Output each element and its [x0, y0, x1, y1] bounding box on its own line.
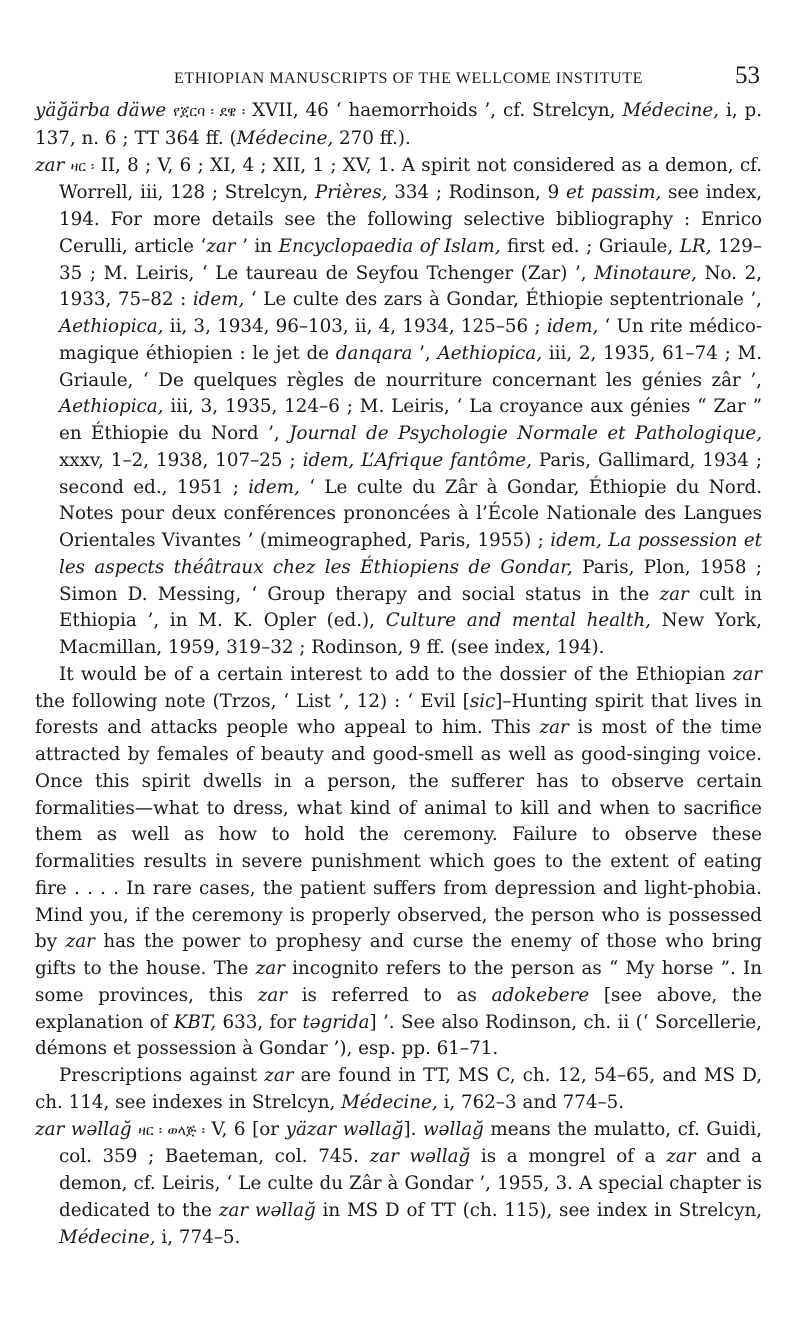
running-title: ETHIOPIAN MANUSCRIPTS OF THE WELLCOME INSTITUTE [174, 70, 643, 87]
ethiopic-script: ዛር ፡ [70, 158, 95, 175]
running-header [42, 62, 760, 90]
entry-zar-wallag: zar wəllağ ዛር ፡ ወላጅ ፡ V, 6 [or yäzar wəllağ]. wəllağ means the mulatto, cf. Guidi, col. 359 ; Baeteman, col. 745. zar wəllağ is a mongrel of a zar and a demon, cf. Leiris, ‘ Le culte du Zâr à Gondar ’, 1955, 3. A special chapter is dedicated to the zar wəllağ in MS D of TT (ch. 115), see index in Strelcyn, Médecine, i, 774–5. [35, 1118, 763, 1248]
entry-term: zar wəllağ [35, 1118, 132, 1140]
body-text [35, 98, 762, 1251]
ethiopic-script: የጀርባ ፡ ደዌ ፡ [173, 104, 246, 120]
entry-zar: zar ዛር ፡ II, 8 ; V, 6 ; XI, 4 ; XII, 1 ; XV, 1. A spirit not considered as a demon, cf. Worrell, iii, 128 ; Strelcyn, Prières, 334 ; Rodinson, 9 et passim, see index, 194. For more details see the following selective bibliography : Enrico Cerulli, article ‘zar ’ in Encyclopaedia of Islam, first ed. ; Griaule, LR, 129–35 ; M. Leiris, ‘ Le taureau de Seyfou Tchenger (Zar) ’, Minotaure, No. 2, 1933, 75–82 : idem, ‘ Le culte des zars à Gondar, Éthiopie septentrionale ’, Aethiopica, ii, 3, 1934, 96–103, ii, 4, 1934, 125–56 ; idem, ‘ Un rite médico-magique éthiopien : le jet de danqara ’, Aethiopica, iii, 2, 1935, 61–74 ; M. Griaule, ‘ De quelques règles de nourriture concernant les génies zâr ’, Aethiopica, iii, 3, 1935, 124–6 ; M. Leiris, ‘ La croyance aux génies “ Zar ” en Éthiopie du Nord ’, Journal de Psychologie Normale et Pathologique, xxxv, 1–2, 1938, 107–25 ; idem, L’Afrique fantôme, Paris, Gallimard, 1934 ; second ed., 1951 ; idem, ‘ Le culte du Zâr à Gondar, Éthiopie du Nord. Notes pour deux conférences prononcées à l’École Nationale des Langues Orientales Vivantes ’ (mimeographed, Paris, 1955) ; idem, La possession et les aspects théâtraux chez les Éthiopiens de Gondar, Paris, Plon, 1958 ; Simon D. Messing, ‘ Group therapy and social status in the zar cult in Ethiopia ’, in M. K. Opler (ed.), Culture and mental health, New York, Macmillan, 1959, 319–32 ; Rodinson, 9 ff. (see index, 194). [35, 154, 763, 658]
paragraph-prescriptions: Prescriptions against zar are found in TT, MS C, ch. 12, 54–65, and MS D, ch. 114, see indexes in Strelcyn, Médecine, i, 762–3 and 774–5. [35, 1065, 763, 1113]
entry-term: yäğärba däwe [35, 100, 167, 121]
ethiopic-script: ዛር ፡ ወላጅ ፡ [138, 1122, 205, 1139]
page-number: 53 [735, 62, 760, 89]
entry-term: zar [35, 154, 65, 176]
paragraph-trzos-note: It would be of a certain interest to add to the dossier of the Ethiopian zar the following note (Trzos, ‘ List ’, 12) : ‘ Evil [sic]–Hunting spirit that lives in forests and attacks people who appeal to him. This zar is most of the time attracted by females of beauty and good-smell as well as good-singing voice. Once this spirit dwells in a person, the sufferer has to observe certain formalities—what to dress, what kind of animal to kill and when to sacrifice them as well as how to hold the ceremony. Failure to observe these formalities results in severe punishment which goes to the extent of eating fire . . . . In rare cases, the patient suffers from depression and light-phobia. Mind you, if the ceremony is properly observed, the person who is possessed by zar has the power to prophesy and curse the enemy of those who bring gifts to the house. The zar incognito refers to the person as “ My horse ”. In some provinces, this zar is referred to as adokebere [see above, the explanation of KBT, 633, for təgrida] ’. See also Rodinson, ch. ii (‘ Sorcellerie, démons et possession à Gondar ’), esp. pp. 61–71. [35, 663, 763, 1060]
entry-yagarba-dawe: yäğärba däwe የጀርባ ፡ ደዌ ፡ XVII, 46 ‘ haemorrhoids ’, cf. Strelcyn, Médecine, i, p. 137, n. 6 ; TT 364 ff. (Médecine, 270 ff.). [35, 100, 763, 149]
